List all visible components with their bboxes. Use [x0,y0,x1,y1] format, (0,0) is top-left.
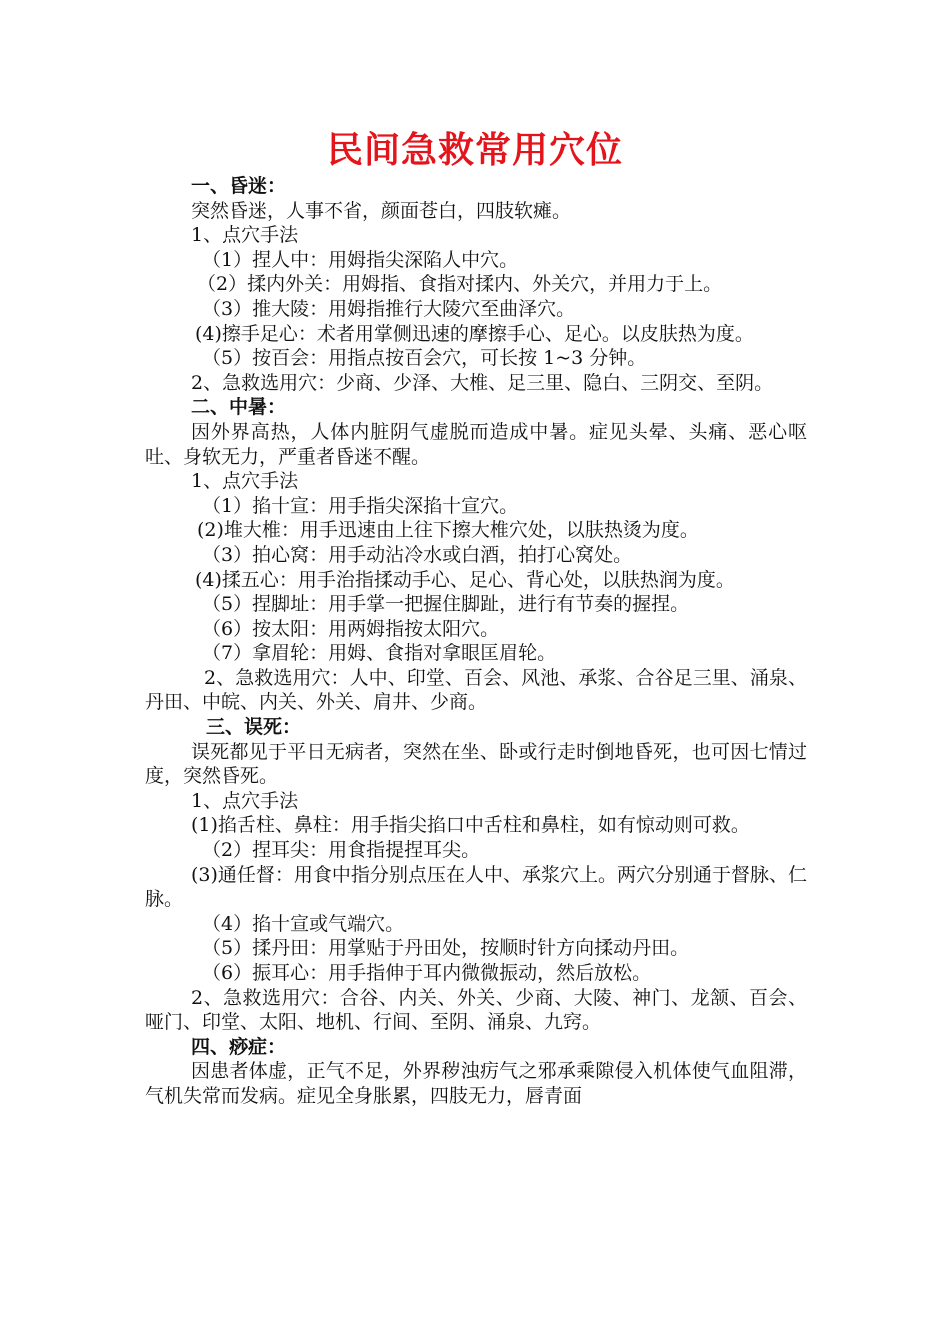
section-heading: 二、中暑： [191,396,287,419]
list-item: （3）推大陵：用姆指推行大陵穴至曲泽穴。 [202,297,576,320]
subheading: 1、点穴手法 [191,224,299,247]
list-item: （4）掐十宣或气端穴。 [202,912,405,935]
list-item: （6）按太阳：用两姆指按太阳穴。 [202,617,500,640]
list-item: （2）捏耳尖：用食指提捏耳尖。 [202,839,481,862]
list-item: （5）按百会：用指点按百会穴，可长按 1~3 分钟。 [202,347,647,370]
section-heading: 一、昏迷： [191,175,287,197]
list-item: （5）捏脚址：用手掌一把握住脚趾，进行有节奏的握捏。 [202,593,690,616]
paragraph: 误死都见于平日无病者，突然在坐、卧或行走时倒地昏死，也可因七情过度，突然昏死。 [145,740,807,788]
list-item: （1）掐十宣：用手指尖深掐十宣穴。 [202,494,519,517]
list-item: (4)揉五心：用手治指揉动手心、足心、背心处，以肤热润为度。 [195,568,735,591]
paragraph: 2、急救选用穴：人中、印堂、百会、风池、承浆、合谷足三里、涌泉、丹田、中皖、内关、外关、肩井、少商。 [145,666,807,714]
paragraph: 因外界高热，人体内脏阴气虚脱而造成中暑。症见头晕、头痛、恶心呕吐、身软无力，严重者昏迷不醒。 [145,420,807,468]
paragraph: 突然昏迷，人事不省，颜面苍白，四肢软瘫。 [191,199,572,222]
list-item: （3）拍心窝：用手动沾冷水或白酒，拍打心窝处。 [202,543,633,566]
section-heading: 四、痧症： [191,1035,287,1058]
paragraph: 2、急救选用穴：合谷、内关、外关、少商、大陵、神门、龙颔、百会、哑门、印堂、太阳、地机、行间、至阴、涌泉、九窍。 [145,986,807,1034]
document-body [145,174,807,1109]
subheading: 1、点穴手法 [191,470,299,493]
list-item: (3)通任督：用食中指分别点压在人中、承浆穴上。两穴分别通于督脉、仁脉。 [145,863,807,911]
list-item: （1）捏人中：用姆指尖深陷人中穴。 [202,248,519,271]
paragraph: 因患者体虚，正气不足，外界秽浊疠气之邪承乘隙侵入机体使气血阻滞，气机失常而发病。症见全身胀累，四肢无力，唇青面 [145,1060,807,1107]
list-item: (1)掐舌柱、鼻柱：用手指尖掐口中舌柱和鼻柱，如有惊动则可救。 [191,814,750,837]
list-item: (4)擦手足心：术者用掌侧迅速的摩擦手心、足心。以皮肤热为度。 [195,322,754,345]
list-item: （7）拿眉轮：用姆、食指对拿眼匡眉轮。 [202,642,557,665]
list-item: (2)堆大椎：用手迅速由上往下擦大椎穴处，以肤热烫为度。 [197,519,699,542]
subheading: 1、点穴手法 [191,789,299,812]
document-title: 民间急救常用穴位 [326,129,623,171]
paragraph: 2、急救选用穴：少商、少泽、大椎、足三里、隐白、三阴交、至阴。 [191,371,774,394]
section-heading: 三、误死： [206,716,302,739]
list-item: （6）振耳心：用手指伸于耳内微微振动，然后放松。 [202,962,652,984]
list-item: （5）揉丹田：用掌贴于丹田处，按顺时针方向揉动丹田。 [202,937,690,960]
list-item: （2）揉内外关：用姆指、食指对揉内、外关穴，并用力于上。 [197,273,723,296]
